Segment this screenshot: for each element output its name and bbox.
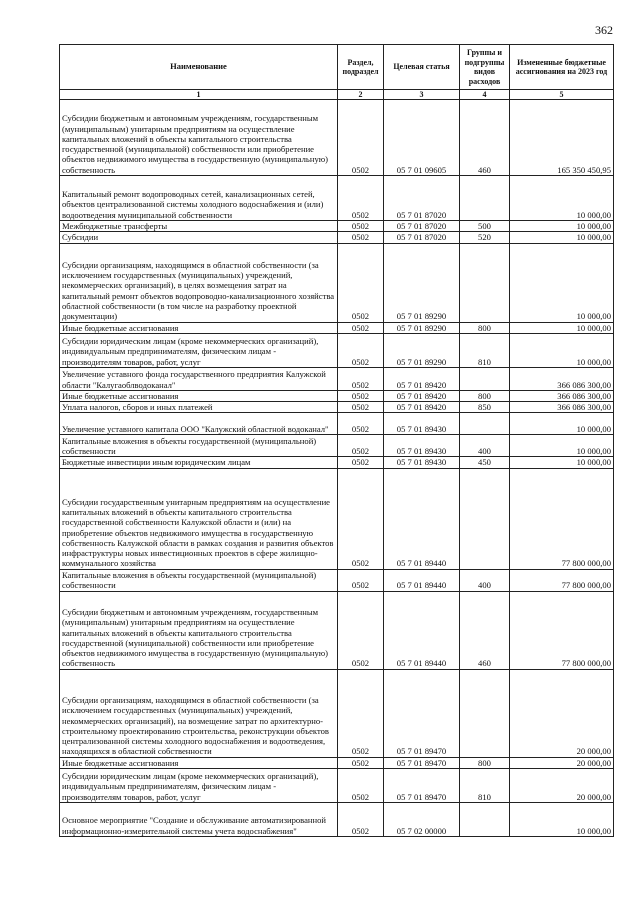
row-group: 810 (460, 769, 510, 803)
table-body (60, 100, 614, 837)
row-target: 05 7 01 89430 (384, 457, 460, 468)
row-name: Иные бюджетные ассигнования (60, 322, 338, 333)
row-group: 810 (460, 333, 510, 367)
row-group (460, 669, 510, 757)
row-name: Субсидии юридическим лицам (кроме некоммерческих организаций), индивидуальным предпринимателям, физическим лицам - производителям товаров, работ, услуг (60, 769, 338, 803)
row-amount: 366 086 300,00 (510, 402, 614, 413)
row-group (460, 413, 510, 435)
table-row (60, 402, 614, 413)
row-target: 05 7 01 87020 (384, 176, 460, 221)
header-target: Целевая статья (384, 45, 460, 90)
table-header-row (60, 45, 614, 90)
row-name: Субсидии организациям, находящимся в областной собственности (за исключением государственных (муниципальных) учреждений, некоммерческих организаций), на возмещение затрат по архитектурно-строительному проектированию строительства, реконструкции объектов централизованной системы холодного водоснабжения и водоотведения, находящихся в областной собственности (60, 669, 338, 757)
budget-table (59, 44, 614, 837)
table-row (60, 468, 614, 569)
row-section: 0502 (338, 468, 384, 569)
row-section: 0502 (338, 569, 384, 591)
column-number: 1 (60, 90, 338, 100)
table-row (60, 569, 614, 591)
row-group: 500 (460, 221, 510, 232)
table-row (60, 669, 614, 757)
table-row (60, 221, 614, 232)
row-name: Увеличение уставного фонда государственного предприятия Калужской области "Калугаоблводоканал" (60, 367, 338, 390)
row-group (460, 367, 510, 390)
table-row (60, 457, 614, 468)
row-section: 0502 (338, 221, 384, 232)
column-number: 2 (338, 90, 384, 100)
row-amount: 77 800 000,00 (510, 468, 614, 569)
row-group: 800 (460, 757, 510, 768)
row-name: Капитальные вложения в объекты государственной (муниципальной) собственности (60, 569, 338, 591)
row-name: Основное мероприятие "Создание и обслуживание автоматизированной информационно-измерительной системы учета водоснабжения" (60, 803, 338, 837)
row-target: 05 7 01 89470 (384, 769, 460, 803)
row-amount: 165 350 450,95 (510, 100, 614, 176)
row-name: Бюджетные инвестиции иным юридическим лицам (60, 457, 338, 468)
row-amount: 10 000,00 (510, 413, 614, 435)
table-row (60, 322, 614, 333)
row-target: 05 7 01 89290 (384, 243, 460, 322)
row-amount: 20 000,00 (510, 669, 614, 757)
table-row (60, 769, 614, 803)
column-number: 4 (460, 90, 510, 100)
row-name: Увеличение уставного капитала ООО "Калужский областной водоканал" (60, 413, 338, 435)
row-amount: 10 000,00 (510, 435, 614, 457)
page-number: 362 (595, 23, 613, 37)
header-amount: Измененные бюджетные ассигнования на 2023 год (510, 45, 614, 90)
row-target: 05 7 01 89420 (384, 390, 460, 401)
row-amount: 366 086 300,00 (510, 367, 614, 390)
row-group (460, 176, 510, 221)
row-group: 400 (460, 569, 510, 591)
row-target: 05 7 01 89440 (384, 569, 460, 591)
row-section: 0502 (338, 333, 384, 367)
row-section: 0502 (338, 390, 384, 401)
row-section: 0502 (338, 100, 384, 176)
row-name: Субсидии бюджетным и автономным учреждениям, государственным (муниципальным) унитарным предприятиям на осуществление капитальных вложений в объекты капитального строительства государственной (муниципальной) собственности или приобретение объектов недвижимого имущества в государственную (муниципальную) собственность (60, 100, 338, 176)
row-name: Субсидии юридическим лицам (кроме некоммерческих организаций), индивидуальным предпринимателям, физическим лицам - производителям товаров, работ, услуг (60, 333, 338, 367)
row-target: 05 7 01 89290 (384, 322, 460, 333)
row-group: 520 (460, 232, 510, 243)
row-target: 05 7 01 89430 (384, 413, 460, 435)
row-group: 850 (460, 402, 510, 413)
table-row (60, 367, 614, 390)
header-section: Раздел, подраздел (338, 45, 384, 90)
row-name: Субсидии (60, 232, 338, 243)
row-group (460, 468, 510, 569)
row-section: 0502 (338, 803, 384, 837)
row-amount: 366 086 300,00 (510, 390, 614, 401)
table-row (60, 390, 614, 401)
row-section: 0502 (338, 591, 384, 669)
row-target: 05 7 01 89470 (384, 757, 460, 768)
row-name: Межбюджетные трансферты (60, 221, 338, 232)
row-name: Субсидии бюджетным и автономным учреждениям, государственным (муниципальным) унитарным предприятиям на осуществление капитальных вложений в объекты капитального строительства государственной (муниципальной) собственности или приобретение объектов недвижимого имущества в государственную (муниципальную) собственность (60, 591, 338, 669)
table-row (60, 803, 614, 837)
row-amount: 10 000,00 (510, 333, 614, 367)
row-amount: 10 000,00 (510, 457, 614, 468)
row-amount: 10 000,00 (510, 221, 614, 232)
row-group: 460 (460, 100, 510, 176)
row-group (460, 803, 510, 837)
row-target: 05 7 01 89430 (384, 435, 460, 457)
table-row (60, 435, 614, 457)
row-amount: 10 000,00 (510, 176, 614, 221)
row-amount: 10 000,00 (510, 322, 614, 333)
header-group: Группы и подгруппы видов расходов (460, 45, 510, 90)
row-section: 0502 (338, 367, 384, 390)
row-target: 05 7 01 09605 (384, 100, 460, 176)
row-target: 05 7 02 00000 (384, 803, 460, 837)
table-row (60, 333, 614, 367)
row-section: 0502 (338, 322, 384, 333)
row-section: 0502 (338, 435, 384, 457)
row-group: 400 (460, 435, 510, 457)
row-name: Капитальные вложения в объекты государственной (муниципальной) собственности (60, 435, 338, 457)
row-amount: 20 000,00 (510, 769, 614, 803)
row-target: 05 7 01 87020 (384, 221, 460, 232)
table-row (60, 591, 614, 669)
row-target: 05 7 01 87020 (384, 232, 460, 243)
row-target: 05 7 01 89470 (384, 669, 460, 757)
row-section: 0502 (338, 669, 384, 757)
row-name: Субсидии организациям, находящимся в областной собственности (за исключением государственных (муниципальных) учреждений, некоммерческих организаций), в целях возмещения затрат на капитальный ремонт объектов водопроводно-канализационного хозяйства областной собственности (в том числе на разработку проектной документации) (60, 243, 338, 322)
row-amount: 77 800 000,00 (510, 591, 614, 669)
table-row (60, 413, 614, 435)
row-amount: 20 000,00 (510, 757, 614, 768)
row-amount: 77 800 000,00 (510, 569, 614, 591)
column-number: 5 (510, 90, 614, 100)
table-row (60, 100, 614, 176)
row-group: 450 (460, 457, 510, 468)
table-row (60, 243, 614, 322)
row-name: Иные бюджетные ассигнования (60, 390, 338, 401)
row-name: Иные бюджетные ассигнования (60, 757, 338, 768)
table-row (60, 757, 614, 768)
row-section: 0502 (338, 413, 384, 435)
table-row (60, 232, 614, 243)
row-target: 05 7 01 89290 (384, 333, 460, 367)
row-target: 05 7 01 89440 (384, 468, 460, 569)
row-group: 800 (460, 390, 510, 401)
row-name: Уплата налогов, сборов и иных платежей (60, 402, 338, 413)
row-section: 0502 (338, 232, 384, 243)
row-group (460, 243, 510, 322)
row-section: 0502 (338, 176, 384, 221)
header-name: Наименование (60, 45, 338, 90)
row-group: 460 (460, 591, 510, 669)
row-section: 0502 (338, 402, 384, 413)
row-target: 05 7 01 89420 (384, 402, 460, 413)
column-number: 3 (384, 90, 460, 100)
table-row (60, 176, 614, 221)
row-section: 0502 (338, 757, 384, 768)
row-section: 0502 (338, 769, 384, 803)
row-target: 05 7 01 89440 (384, 591, 460, 669)
row-section: 0502 (338, 243, 384, 322)
row-amount: 10 000,00 (510, 232, 614, 243)
row-amount: 10 000,00 (510, 243, 614, 322)
row-target: 05 7 01 89420 (384, 367, 460, 390)
row-group: 800 (460, 322, 510, 333)
row-amount: 10 000,00 (510, 803, 614, 837)
column-number-row (60, 90, 614, 100)
row-name: Капитальный ремонт водопроводных сетей, канализационных сетей, объектов централизованной системы холодного водоснабжения и (или) водоотведения муниципальной собственности (60, 176, 338, 221)
row-name: Субсидии государственным унитарным предприятиям на осуществление капитальных вложений в объекты капитального строительства государственной собственности Калужской области и (или) на приобретение объектов недвижимого имущества в государственную собственность Калужской области в рамках создания и развития объектов инфраструктуры новых инвестиционных проектов в сфере жилищно-коммунального хозяйства (60, 468, 338, 569)
row-section: 0502 (338, 457, 384, 468)
